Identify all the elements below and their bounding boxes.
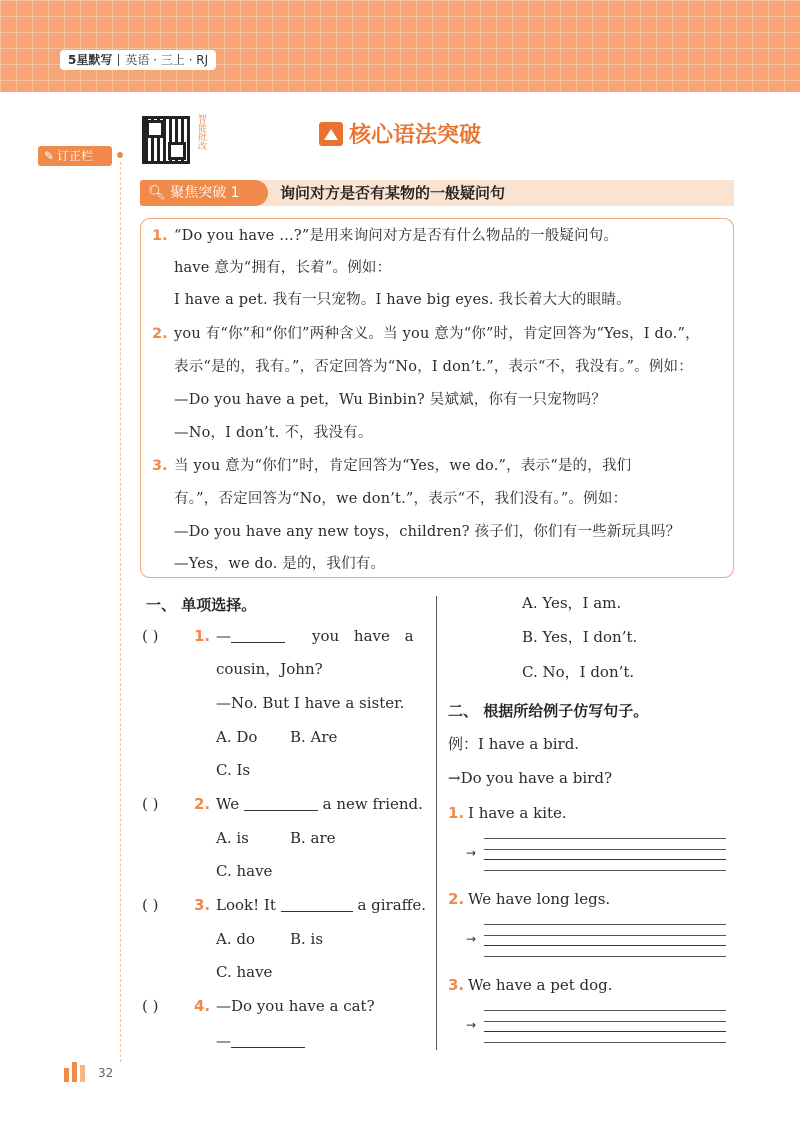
question-text — [216, 1030, 305, 1052]
divider — [118, 54, 119, 66]
brand-name: 5星默写 — [68, 53, 113, 67]
example-answer-text: Do you have a bird? — [460, 769, 612, 787]
rule-line: “Do you have …?”是用来询问对方是否有什么物品的一般疑问句。 — [174, 228, 619, 244]
rule-line: you 有“你”和“你们”两种含义。当 you 意为“你”时，肯定回答为“Yes，I do.”， — [174, 326, 700, 342]
qr-caption: 智能批改 — [196, 114, 206, 150]
option-c: C. have — [216, 963, 273, 981]
question-text — [216, 894, 426, 916]
rule-line: have 意为“拥有，长着”。例如： — [174, 260, 392, 276]
arrow-icon: → — [466, 1018, 477, 1032]
correction-tag — [38, 146, 112, 166]
item-number: 1. — [448, 804, 465, 822]
section-title — [0, 118, 800, 149]
option-b: B. are — [290, 829, 336, 847]
dash: — — [216, 1032, 231, 1050]
rule-line: 有。”，否定回答为“No，we don’t.”，表示“不，我们没有。”。例如： — [174, 491, 628, 507]
magnifier-icon: 🔍︎ — [148, 185, 166, 201]
question-post: a giraffe. — [357, 896, 426, 914]
writing-baseline[interactable] — [484, 945, 726, 946]
option-a: A. Yes，I am. — [522, 594, 622, 612]
book-label — [60, 50, 216, 70]
arrow-icon: → — [466, 932, 477, 946]
rule-number: 2. — [152, 326, 168, 342]
option-b: B. Are — [290, 728, 338, 746]
writing-line[interactable] — [484, 870, 726, 871]
item-number: 2. — [448, 890, 465, 908]
question-pre: We — [216, 795, 240, 813]
writing-line[interactable] — [484, 935, 726, 936]
question-text — [216, 625, 285, 647]
books-icon — [64, 1062, 94, 1082]
option-b: B. Yes，I don’t. — [522, 628, 638, 646]
writing-baseline[interactable] — [484, 859, 726, 860]
question-pre: Look! It — [216, 896, 276, 914]
option-a: A. Do — [216, 728, 258, 746]
rule-line: —Do you have a pet，Wu Binbin? 吴斌斌，你有一只宠物吗？ — [174, 392, 607, 408]
writing-line[interactable] — [484, 849, 726, 850]
question-number: 1. — [194, 627, 211, 645]
mountain-icon — [319, 122, 343, 146]
rule-number: 3. — [152, 458, 168, 474]
rule-line: I have a pet. 我有一只宠物。I have big eyes. 我长着大大的眼睛。 — [174, 292, 631, 308]
rule-line: —Do you have any new toys，children? 孩子们，你们有一些新玩具吗？ — [174, 524, 681, 540]
rule-number: 1. — [152, 228, 168, 244]
arrow-icon: → — [466, 846, 477, 860]
question-number: 3. — [194, 896, 211, 914]
item-text: We have a pet dog. — [468, 976, 613, 994]
option-c: C. No，I don’t. — [522, 663, 635, 681]
answer-blank[interactable] — [244, 810, 318, 811]
answer-blank[interactable] — [231, 1047, 305, 1048]
correction-margin-line — [120, 162, 121, 1062]
example-answer — [448, 767, 612, 789]
answer-blank[interactable] — [231, 642, 285, 643]
item-text: I have a kite. — [468, 804, 567, 822]
book-meta: 英语 · 三上 · RJ — [125, 53, 209, 67]
answer-paren[interactable]: ( ) — [142, 795, 159, 813]
option-a: A. is — [216, 829, 249, 847]
option-c: C. have — [216, 862, 273, 880]
focus-badge-text: 聚焦突破 1 — [170, 185, 240, 201]
page-number: 32 — [98, 1066, 114, 1080]
header-band — [0, 0, 800, 92]
writing-line[interactable] — [484, 1021, 726, 1022]
writing-line[interactable] — [484, 956, 726, 957]
margin-dot — [117, 152, 123, 158]
section-title-text: 核心语法突破 — [348, 123, 481, 148]
question-post: a new friend. — [322, 795, 423, 813]
question-number: 2. — [194, 795, 211, 813]
question-text: you have a — [312, 627, 414, 645]
question-text: —No. But I have a sister. — [216, 694, 405, 712]
question-text: —Do you have a cat? — [216, 997, 375, 1015]
writing-line[interactable] — [484, 838, 726, 839]
example-sentence: 例：I have a bird. — [448, 735, 580, 753]
dash: — — [216, 627, 231, 645]
question-number: 4. — [194, 997, 211, 1015]
option-a: A. do — [216, 930, 256, 948]
question-text — [216, 793, 423, 815]
part1-heading: 一、 单项选择。 — [146, 596, 257, 614]
arrow-icon: → — [448, 769, 461, 787]
writing-line[interactable] — [484, 924, 726, 925]
focus-badge — [140, 180, 268, 206]
answer-paren[interactable]: ( ) — [142, 896, 159, 914]
correction-label: 订正栏 — [57, 149, 94, 163]
question-text: cousin，John? — [216, 660, 323, 678]
part2-heading: 二、 根据所给例子仿写句子。 — [448, 702, 649, 720]
writing-baseline[interactable] — [484, 1031, 726, 1032]
focus-title: 询问对方是否有某物的一般疑问句 — [280, 184, 506, 202]
writing-line[interactable] — [484, 1042, 726, 1043]
rule-line: —Yes，we do. 是的，我们有。 — [174, 556, 386, 572]
option-c: C. Is — [216, 761, 251, 779]
rule-line: 表示“是的，我有。”，否定回答为“No，I don’t.”，表示“不，我没有。”。例如： — [174, 359, 693, 375]
rule-line: —No，I don’t. 不，我没有。 — [174, 425, 373, 441]
writing-line[interactable] — [484, 1010, 726, 1011]
answer-paren[interactable]: ( ) — [142, 997, 159, 1015]
pencil-icon: ✎ — [44, 149, 55, 163]
option-b: B. is — [290, 930, 324, 948]
column-divider — [436, 596, 437, 1050]
item-text: We have long legs. — [468, 890, 611, 908]
rule-line: 当 you 意为“你们”时，肯定回答为“Yes，we do.”，表示“是的，我们 — [174, 458, 632, 474]
answer-paren[interactable]: ( ) — [142, 627, 159, 645]
item-number: 3. — [448, 976, 465, 994]
answer-blank[interactable] — [281, 911, 353, 912]
